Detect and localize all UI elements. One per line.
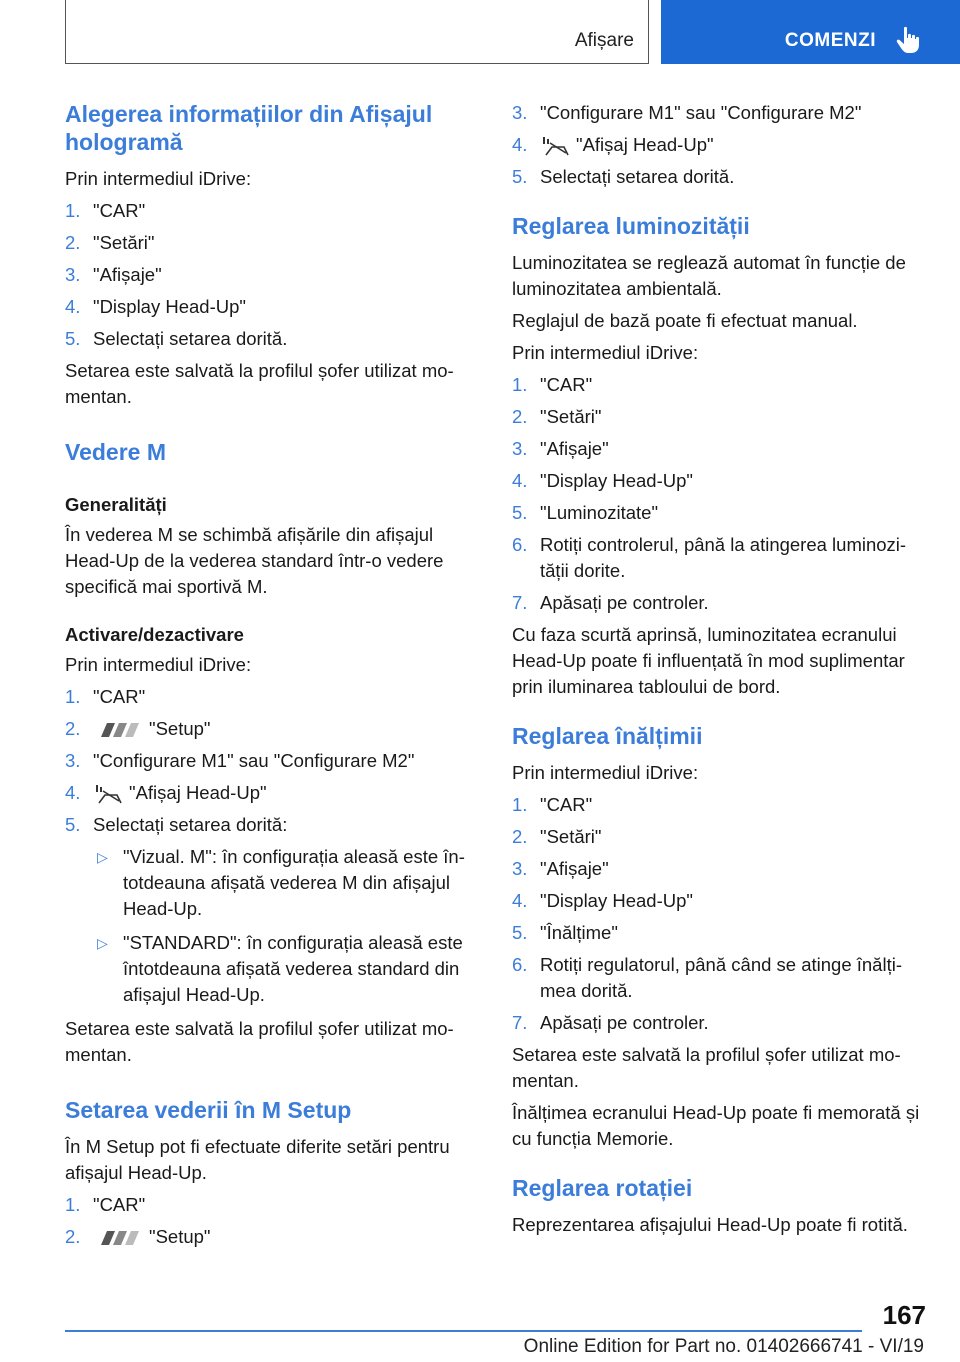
step-list xyxy=(65,1192,481,1250)
m-stripes-icon xyxy=(93,1229,143,1247)
list-item: 1. "CAR" xyxy=(65,686,146,707)
step-list xyxy=(65,684,481,838)
section-title: Reglarea înălțimii xyxy=(512,723,703,749)
note-text: Setarea este salvată la profilul șofer utilizat mo-mentan. xyxy=(65,360,454,407)
footer-divider xyxy=(65,1330,862,1332)
page-header xyxy=(0,0,960,66)
chapter-tab[interactable] xyxy=(65,0,649,64)
step-list xyxy=(512,100,922,190)
list-item: 6. Rotiți controlerul, până la atingerea luminozi-tății dorite. xyxy=(512,534,907,581)
list-item: 2. "Setup" xyxy=(65,718,211,739)
list-item: 2. "Setări" xyxy=(65,232,155,253)
pointing-hand-icon xyxy=(896,26,922,54)
head-up-display-icon xyxy=(540,135,570,157)
section-title: Alegerea informațiilor din Afișajul hologramă xyxy=(65,101,433,155)
step-list xyxy=(512,792,922,1036)
list-item: 4. "Afișaj Head-Up" xyxy=(512,132,922,158)
step-list xyxy=(65,198,481,352)
section-title: Setarea vederii în M Setup xyxy=(65,1097,352,1123)
step-list xyxy=(512,372,922,616)
list-item: 5. Selectați setarea dorită. xyxy=(65,328,288,349)
triangle-bullet-icon: ▷ xyxy=(97,935,108,951)
list-item: ▷ "STANDARD": în configurația aleasă este întotdeauna afișată vederea standard din afișajul Head-Up. xyxy=(97,932,463,1005)
list-item: 6. Rotiți regulatorul, până când se atinge înălți-mea dorită. xyxy=(512,954,902,1001)
subsection-title: Activare/dezactivare xyxy=(65,624,244,645)
note-text: Cu faza scurtă aprinsă, luminozitatea ecranului Head-Up poate fi influențată în mod suplimentar prin iluminarea tabloului de bord. xyxy=(512,624,905,697)
triangle-bullet-icon: ▷ xyxy=(97,849,108,865)
m-stripes-icon xyxy=(93,721,143,739)
list-item: 7. Apăsați pe controler. xyxy=(512,1012,709,1033)
intro-text: Prin intermediul iDrive: xyxy=(512,342,699,363)
intro-text: Prin intermediul iDrive: xyxy=(65,654,252,675)
subsection-title: Generalități xyxy=(65,494,167,515)
list-item: 1. "CAR" xyxy=(65,200,146,221)
section-title: Vedere M xyxy=(65,439,166,465)
right-column xyxy=(512,100,922,1244)
list-item: 4. "Display Head-Up" xyxy=(65,296,246,317)
body-text: Reglajul de bază poate fi efectuat manual. xyxy=(512,310,858,331)
list-item: 2. "Setări" xyxy=(512,406,602,427)
list-item: 2. "Setup" xyxy=(65,1226,211,1247)
note-text: Setarea este salvată la profilul șofer utilizat mo-mentan. xyxy=(512,1044,901,1091)
note-text: Setarea este salvată la profilul șofer utilizat mo-mentan. xyxy=(65,1018,454,1065)
body-text: În M Setup pot fi efectuate diferite setări pentru afișajul Head-Up. xyxy=(65,1136,450,1183)
list-item: 3. "Afișaje" xyxy=(512,858,609,879)
list-item: 4. "Display Head-Up" xyxy=(512,470,693,491)
section-title: Reglarea rotației xyxy=(512,1175,693,1201)
list-item: 5. Selectați setarea dorită: xyxy=(65,814,288,835)
list-item: 3. "Configurare M1" sau "Configurare M2" xyxy=(65,750,415,771)
list-item: ▷ "Vizual. M": în configurația aleasă este în-totdeauna afișată vederea M din afișajul Head-Up. xyxy=(97,846,465,919)
body-text: Reprezentarea afișajului Head-Up poate fi rotită. xyxy=(512,1214,908,1235)
list-item: 5. "Înălțime" xyxy=(512,922,618,943)
list-item: 3. "Afișaje" xyxy=(65,264,162,285)
list-item: 5. "Luminozitate" xyxy=(512,502,659,523)
option-list xyxy=(93,844,481,1008)
list-item: 2. "Setări" xyxy=(512,826,602,847)
list-item: 7. Apăsați pe controler. xyxy=(512,592,709,613)
chapter-tab-label: Afișare xyxy=(574,30,634,51)
intro-text: Prin intermediul iDrive: xyxy=(65,168,252,189)
list-item: 4. "Afișaj Head-Up" xyxy=(65,780,481,806)
page-number: 167 xyxy=(882,1300,926,1330)
intro-text: Prin intermediul iDrive: xyxy=(512,762,699,783)
list-item: 1. "CAR" xyxy=(512,794,593,815)
list-item: 1. "CAR" xyxy=(65,1194,146,1215)
head-up-display-icon xyxy=(93,783,123,805)
section-tab-label: COMENZI xyxy=(784,30,876,51)
list-item: 5. Selectați setarea dorită. xyxy=(512,166,735,187)
list-item: 3. "Afișaje" xyxy=(512,438,609,459)
left-column xyxy=(65,100,481,1256)
edition-footer: Online Edition for Part no. 01402666741 - VI/19 xyxy=(523,1336,924,1357)
body-text: Luminozitatea se reglează automat în funcție de luminozitatea ambientală. xyxy=(512,252,906,299)
body-text: În vederea M se schimbă afișările din afișajul Head-Up de la vederea standard într-o vedere specifică mai sportivă M. xyxy=(65,524,444,597)
list-item: 4. "Display Head-Up" xyxy=(512,890,693,911)
section-title: Reglarea luminozității xyxy=(512,213,750,239)
section-tab-active[interactable] xyxy=(661,0,960,64)
list-item: 3. "Configurare M1" sau "Configurare M2" xyxy=(512,102,862,123)
list-item: 1. "CAR" xyxy=(512,374,593,395)
note-text: Înălțimea ecranului Head-Up poate fi memorată și cu funcția Memorie. xyxy=(512,1102,920,1149)
